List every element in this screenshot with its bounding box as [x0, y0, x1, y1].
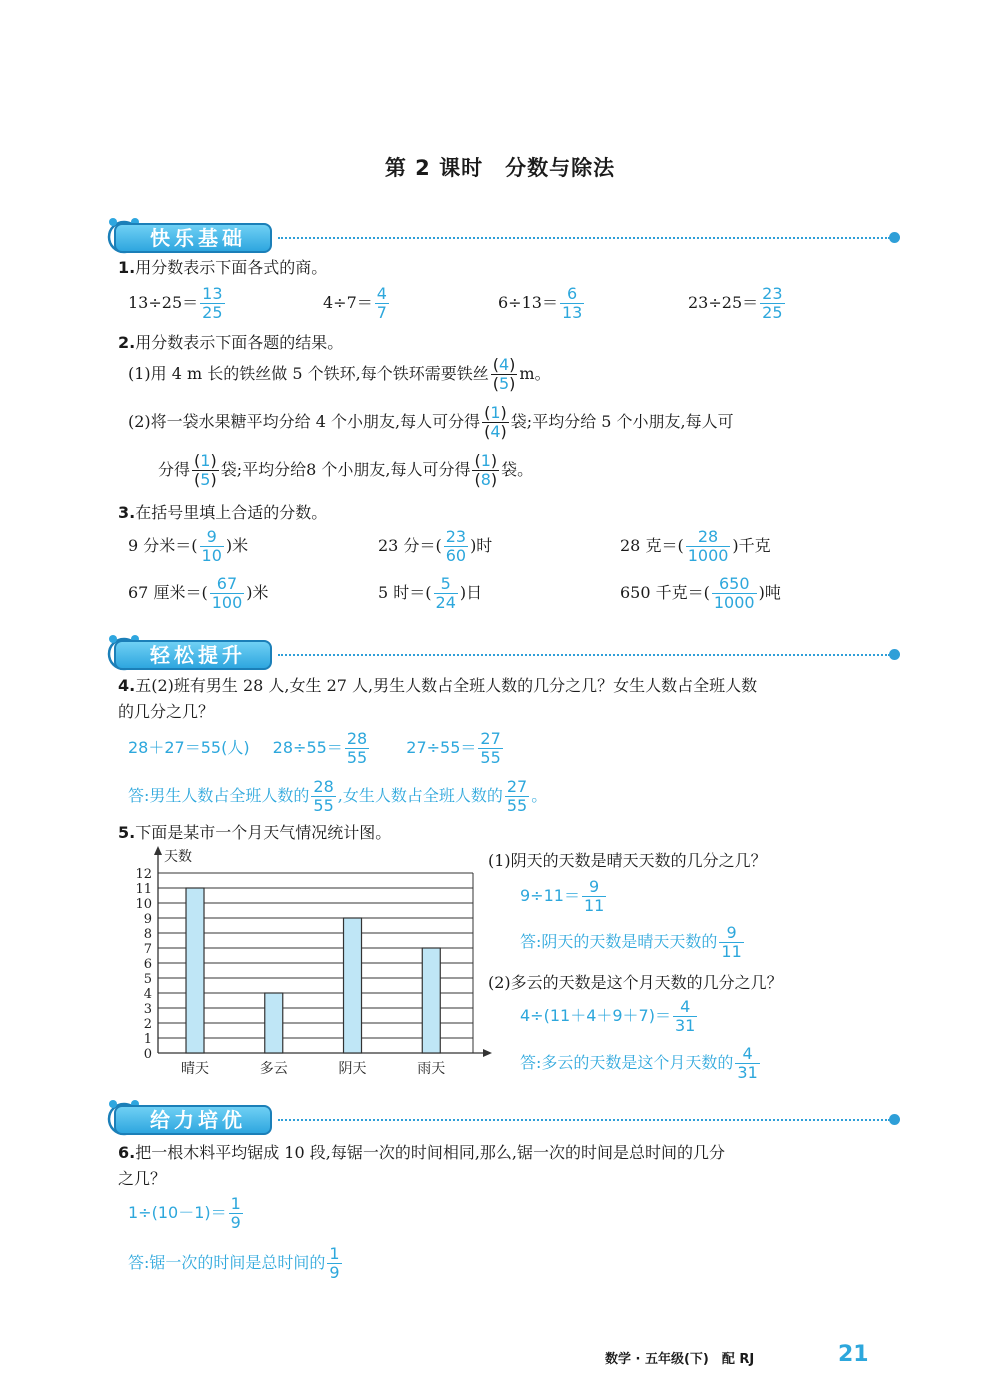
page-number: 21	[838, 1342, 869, 1367]
y-tick-label: 1	[143, 1032, 152, 1047]
q4-answer: 答:男生人数占全班人数的 $\frac{28}{55}$ ,女生人数占全班人数的 $\frac{27}{55}$ 。	[128, 777, 548, 815]
section-banner-improve	[100, 632, 900, 676]
q1-item: 4÷7＝ $\frac{4}{7}$	[323, 284, 387, 322]
q6-calc: 1÷(10－1)＝ $\frac{1}{9}$	[128, 1194, 241, 1232]
y-tick-label: 4	[143, 987, 152, 1002]
x-tick-label: 多云	[259, 1061, 288, 1077]
footer-text: 数学 · 五年级(下) 配 RJ	[605, 1352, 755, 1367]
q3-item: 5 时＝( $\frac{5}{24}$ )日	[378, 574, 483, 612]
y-tick-label: 0	[143, 1047, 152, 1062]
y-tick-label: 3	[143, 1002, 152, 1017]
question-5: 5.下面是某市一个月天气情况统计图。	[118, 823, 392, 842]
question-2: 2.用分数表示下面各题的结果。	[118, 333, 344, 352]
q4-calc: 28＋27＝55(人) 28÷55＝ $\frac{28}{55}$ 27÷55＝ $\frac{27}{55}$	[128, 729, 501, 767]
x-tick-label: 阴天	[338, 1061, 367, 1077]
bar-阴天	[344, 918, 362, 1053]
section-banner-advanced	[100, 1097, 900, 1141]
bar-多云	[265, 993, 283, 1053]
bar-雨天	[422, 948, 440, 1053]
section-label: 给力培优	[114, 1105, 272, 1135]
question-3: 3.在括号里填上合适的分数。	[118, 503, 328, 522]
q5-sub1-answer: 答:阴天的天数是晴天天数的 $\frac{9}{11}$	[520, 923, 742, 961]
page-title: 第 2 课时 分数与除法	[384, 156, 616, 180]
q1-item: 13÷25＝ $\frac{13}{25}$	[128, 284, 223, 322]
question-1: 1.用分数表示下面各式的商。	[118, 258, 328, 277]
q1-item: 6÷13＝ $\frac{6}{13}$	[498, 284, 583, 322]
y-tick-label: 10	[135, 897, 152, 912]
y-tick-label: 5	[143, 972, 152, 987]
section-label: 轻松提升	[114, 640, 272, 670]
y-tick-label: 6	[143, 957, 152, 972]
y-axis-arrow	[154, 846, 162, 855]
y-tick-label: 9	[143, 912, 152, 927]
q3-item: 67 厘米＝( $\frac{67}{100}$ )米	[128, 574, 269, 612]
question-4: 4.五(2)班有男生 28 人,女生 27 人,男生人数占全班人数的几分之几？女生人数占全班人数 的几分之几？	[118, 676, 758, 721]
q2-part-2-cont: 分得 $\frac{(1)}{(5)}$ 袋;平均分给8 个小朋友,每人可分得 $\frac{(1)}{(8)}$ 袋。	[158, 451, 534, 489]
q5-sub2: (2)多云的天数是这个月天数的几分之几？	[488, 973, 783, 992]
y-tick-label: 2	[143, 1017, 152, 1032]
section-banner-basic	[100, 215, 900, 259]
section-label: 快乐基础	[114, 223, 272, 253]
q6-answer: 答:锯一次的时间是总时间的 $\frac{1}{9}$	[128, 1244, 340, 1282]
q3-item: 23 分＝( $\frac{23}{60}$ )时	[378, 527, 493, 565]
weather-bar-chart	[110, 845, 500, 1080]
y-tick-label: 8	[143, 927, 152, 942]
q5-sub2-answer: 答:多云的天数是这个月天数的 $\frac{4}{31}$	[520, 1044, 758, 1082]
question-6: 6.把一根木料平均锯成 10 段,每锯一次的时间相同,那么,锯一次的时间是总时间的几分 之几？	[118, 1143, 726, 1188]
y-axis-label: 天数	[164, 849, 192, 865]
q5-sub1-calc: 9÷11＝ $\frac{9}{11}$	[520, 877, 605, 915]
x-tick-label: 雨天	[417, 1061, 446, 1077]
bar-晴天	[186, 888, 204, 1053]
q1-item: 23÷25＝ $\frac{23}{25}$	[688, 284, 783, 322]
q2-part-2: (2)将一袋水果糖平均分给 4 个小朋友,每人可分得 $\frac{(1)}{(4)}$ 袋;平均分给 5 个小朋友,每人可	[128, 403, 734, 441]
q2-part-1: (1)用 4 m 长的铁丝做 5 个铁环,每个铁环需要铁丝 $\frac{(4)}{(5)}$ m。	[128, 355, 551, 393]
x-tick-label: 晴天	[181, 1061, 210, 1077]
y-tick-label: 11	[135, 882, 152, 897]
q3-item: 650 千克＝( $\frac{650}{1000}$ )吨	[620, 574, 781, 612]
q5-sub2-calc: 4÷(11＋4＋9＋7)＝ $\frac{4}{31}$	[520, 997, 696, 1035]
q3-item: 9 分米＝( $\frac{9}{10}$ )米	[128, 527, 249, 565]
x-axis-arrow	[483, 1049, 492, 1057]
y-tick-label: 7	[143, 942, 152, 957]
q3-item: 28 克＝( $\frac{28}{1000}$ )千克	[620, 527, 771, 565]
q5-sub1: (1)阴天的天数是晴天天数的几分之几？	[488, 851, 767, 870]
y-tick-label: 12	[135, 867, 152, 882]
